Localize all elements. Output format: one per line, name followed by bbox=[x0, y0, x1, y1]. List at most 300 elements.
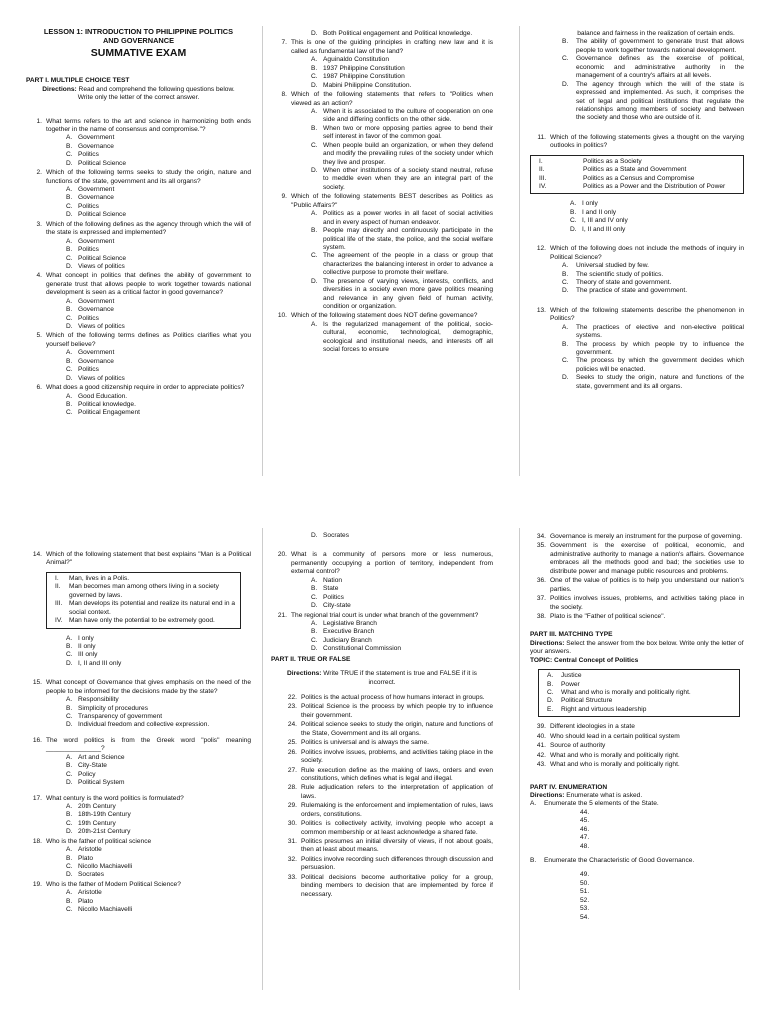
option-text: Politics bbox=[78, 202, 99, 210]
box-row bbox=[51, 617, 236, 625]
question bbox=[271, 838, 493, 855]
row-label: II. bbox=[55, 583, 61, 591]
option-letter: A. bbox=[311, 210, 318, 218]
spacer bbox=[26, 730, 251, 736]
answer-option bbox=[530, 81, 744, 123]
option-text: The process by which the government decides which policies will be enacted. bbox=[576, 357, 744, 373]
option-letter: A. bbox=[311, 56, 318, 64]
question-text: What concept in politics that defines the ability of government to generate trust that allows people to work together towards national development is seen as a critical factor in good governance? bbox=[46, 272, 251, 297]
question-text: Governance is merely an instrument for the purpose of governing. bbox=[550, 533, 743, 540]
answer-option bbox=[26, 143, 251, 151]
option-letter: A. bbox=[570, 200, 577, 208]
question-number: 1. bbox=[36, 117, 42, 125]
question-text: The word politics is from the Greek word "polis" meaning _______________? bbox=[46, 736, 251, 753]
option-letter: C. bbox=[66, 254, 73, 262]
option-letter: B. bbox=[562, 340, 569, 348]
directions: Directions: Read and comprehend the following questions below. Write only the letter of the correct answer. bbox=[42, 85, 235, 102]
item-letter: B. bbox=[530, 857, 537, 864]
row-text: Power bbox=[561, 680, 580, 688]
row-text: Political Structure bbox=[561, 697, 613, 705]
row-text: Right and virtuous leadership bbox=[561, 705, 647, 713]
question-text: Which of the following statement does NOT define governance? bbox=[291, 312, 478, 320]
option-text: Constitutional Commission bbox=[323, 645, 402, 653]
question-number: 25. bbox=[287, 739, 297, 747]
topic-label: TOPIC: Central Concept of Politics bbox=[530, 656, 639, 664]
question-number: 41. bbox=[536, 742, 546, 750]
question-text: Political decisions become authoritative policy for a group, binding members to decision that are implemented by force if necessary. bbox=[301, 873, 493, 898]
box-row bbox=[543, 689, 735, 697]
question-list bbox=[271, 551, 493, 653]
question-text: Which of the following statements gives a thought on the varying outlooks in politics? bbox=[550, 133, 744, 150]
question-list bbox=[26, 118, 251, 418]
row-label: E. bbox=[547, 705, 554, 713]
option-text: When other institutions of a society stand neutral, refuse to meddle even when they are an integral part of the society. bbox=[323, 167, 493, 191]
option-text: Governance bbox=[78, 357, 114, 365]
question-text: Politics is the actual process of how humans interact in groups. bbox=[301, 694, 485, 701]
option-letter: D. bbox=[311, 645, 318, 653]
row-text: Justice bbox=[561, 672, 582, 680]
question-text: Which of the following statements BEST describes as Politics as "Public Affairs?" bbox=[291, 193, 493, 209]
option-text: Government bbox=[78, 349, 115, 357]
box-row bbox=[51, 583, 236, 600]
option-letter: B. bbox=[562, 270, 569, 278]
option-text: Government bbox=[78, 186, 115, 193]
question-number: 17. bbox=[32, 794, 42, 802]
page2-column-1 bbox=[26, 550, 251, 915]
question-text: Politics involve issues, problems, and activities taking place in the society. bbox=[301, 748, 493, 765]
option-letter: D. bbox=[311, 532, 318, 539]
row-label: IV. bbox=[539, 183, 547, 190]
option-text: The process by which people try to influence the government. bbox=[576, 340, 744, 356]
statements-box bbox=[46, 572, 241, 629]
option-text: The presence of varying views, interests, conflicts, and diversities in a society even more gave politics meaning and relevance in any given field of human activity, condition or organization. bbox=[323, 277, 493, 310]
answer-option bbox=[26, 409, 251, 417]
row-label: IV. bbox=[55, 617, 63, 625]
matching-choices-box bbox=[538, 669, 740, 717]
option-text: Good Education. bbox=[78, 392, 128, 400]
row-label: C. bbox=[547, 689, 554, 696]
answer-option bbox=[26, 134, 251, 142]
option-letter: D. bbox=[311, 30, 318, 37]
option-text: The practice of state and government. bbox=[576, 287, 688, 295]
option-letter: B. bbox=[66, 306, 73, 314]
question bbox=[26, 551, 251, 568]
answer-line bbox=[530, 897, 744, 905]
row-text: Man, lives in a Polis. bbox=[69, 574, 130, 582]
question-text: Which of the following defines as the agency through which the will of the state is expressed and implemented? bbox=[46, 220, 251, 237]
option-letter: D. bbox=[66, 871, 73, 879]
answer-line bbox=[530, 888, 744, 896]
answer-option bbox=[26, 828, 251, 836]
row-text: What and who is morally and politically right. bbox=[561, 689, 691, 696]
option-text: Government bbox=[78, 237, 115, 245]
answer-option bbox=[26, 820, 251, 828]
question-text: This is one of the guiding principles in crafting new law and it is called as fundamental law of the land? bbox=[291, 39, 493, 55]
question-text: Different ideologies in a state bbox=[550, 723, 635, 731]
option-text: I and II only bbox=[582, 208, 617, 216]
option-letter: A. bbox=[311, 576, 318, 584]
option-text: Political knowledge. bbox=[78, 400, 136, 408]
question bbox=[271, 551, 493, 576]
option-text: Policy bbox=[78, 770, 96, 778]
answer-number: 54. bbox=[580, 913, 590, 921]
question-number: 24. bbox=[287, 721, 297, 729]
question-number: 13. bbox=[536, 306, 546, 314]
option-text: When people build an organization, or when they defend and modify the prevailing rules of the society under which they live and prosper. bbox=[323, 141, 493, 166]
box-row bbox=[51, 600, 236, 617]
option-text: Governance defines as the exercise of political, economic and administrative authority in the management of a country's affairs at all levels. bbox=[576, 55, 744, 80]
answer-option bbox=[26, 898, 251, 906]
option-letter: A. bbox=[66, 696, 73, 704]
question-text: What century is the word politics is formulated? bbox=[46, 794, 184, 802]
column-divider bbox=[519, 528, 520, 990]
option-text: When two or more opposing parties agree to bend their self interest in favor of the common goal. bbox=[323, 124, 493, 141]
option-text: Legislative Branch bbox=[323, 619, 377, 627]
question-text: Politics involve recording such differences through discussion and persuasion. bbox=[301, 855, 493, 872]
answer-number: 47. bbox=[580, 834, 590, 842]
answer-option bbox=[26, 306, 251, 314]
answer-option bbox=[271, 585, 493, 593]
answer-option bbox=[530, 226, 744, 234]
option-letter: D. bbox=[66, 828, 73, 836]
question bbox=[271, 874, 493, 899]
option-letter: C. bbox=[66, 770, 73, 778]
answer-option bbox=[271, 252, 493, 277]
question-number: 9. bbox=[281, 193, 287, 201]
option-text: Governance bbox=[78, 194, 114, 202]
question-number: 31. bbox=[287, 838, 297, 845]
option-letter: D. bbox=[66, 159, 73, 167]
option-text: Both Political engagement and Political knowledge. bbox=[323, 30, 473, 37]
row-text: Politics as a Society bbox=[583, 157, 642, 165]
option-text: The agency through which the will of the state is expressed and implemented. As such, it comprises the set of legal and political institutions that regulate the relationships among members of society and between the society and those who are outside of it. bbox=[576, 80, 744, 122]
option-letter: B. bbox=[66, 811, 73, 819]
option-text: Transparency of government bbox=[78, 713, 163, 720]
row-text: Man develops its potential and realize its natural end in a social context. bbox=[69, 600, 236, 616]
option-letter: A. bbox=[66, 634, 73, 642]
answer-option bbox=[271, 278, 493, 312]
option-letter: B. bbox=[311, 64, 318, 72]
question bbox=[26, 384, 251, 392]
answer-option bbox=[26, 811, 251, 819]
answer-option bbox=[26, 855, 251, 863]
option-letter: A. bbox=[562, 262, 569, 270]
answer-option bbox=[26, 315, 251, 323]
option-letter: B. bbox=[562, 38, 569, 46]
page1-column-2 bbox=[271, 30, 493, 355]
answer-option bbox=[26, 779, 251, 787]
answer-option bbox=[26, 696, 251, 704]
answer-option bbox=[271, 620, 493, 628]
option-text: Socrates bbox=[323, 532, 350, 539]
option-letter: C. bbox=[66, 409, 73, 417]
question bbox=[271, 820, 493, 837]
option-text: The scientific study of politics. bbox=[576, 270, 664, 278]
answer-line bbox=[530, 834, 744, 842]
answer-option bbox=[26, 713, 251, 721]
option-letter: B. bbox=[66, 854, 73, 862]
exam-title: SUMMATIVE EXAM bbox=[90, 46, 187, 59]
option-text: I, II and III only bbox=[582, 225, 626, 233]
option-text: Political Science bbox=[78, 254, 127, 262]
answer-option bbox=[271, 56, 493, 64]
question-number: 5. bbox=[36, 332, 42, 340]
answer-option bbox=[26, 771, 251, 779]
question-number: 26. bbox=[287, 748, 297, 756]
page1-column-1 bbox=[26, 28, 251, 418]
answer-option bbox=[271, 594, 493, 602]
option-text: I only bbox=[78, 634, 94, 642]
option-text: Universal studied by few. bbox=[576, 262, 649, 270]
question-text: Who should lead in a certain political system bbox=[550, 732, 680, 740]
statements-box bbox=[530, 155, 744, 195]
option-letter: D. bbox=[66, 323, 73, 330]
answer-number: 44. bbox=[580, 808, 590, 816]
answer-line bbox=[530, 905, 744, 913]
answer-option bbox=[26, 846, 251, 854]
question-number: 33. bbox=[287, 873, 297, 881]
option-letter: D. bbox=[66, 659, 73, 667]
question-list bbox=[26, 679, 251, 914]
question-number: 22. bbox=[287, 694, 297, 701]
enumeration-item bbox=[530, 857, 744, 865]
question bbox=[271, 767, 493, 784]
answer-option bbox=[530, 209, 744, 217]
question-number: 6. bbox=[36, 384, 42, 392]
question bbox=[530, 542, 744, 576]
answer-option bbox=[26, 635, 251, 643]
question bbox=[26, 272, 251, 297]
option-text: 1937 Philippine Constitution bbox=[323, 64, 405, 72]
option-letter: B. bbox=[311, 628, 318, 636]
answer-option bbox=[26, 401, 251, 409]
question bbox=[26, 795, 251, 803]
answer-option bbox=[26, 298, 251, 306]
true-false-list bbox=[271, 694, 493, 899]
option-text: Views of politics bbox=[78, 323, 125, 330]
row-label: III. bbox=[55, 600, 63, 608]
question-text: Which of the following statement that best explains "Man is a Political Animal?" bbox=[46, 551, 251, 567]
box-row bbox=[543, 706, 735, 714]
option-text: Government bbox=[78, 297, 115, 305]
option-text: Aristotle bbox=[78, 889, 102, 897]
answer-option bbox=[26, 762, 251, 770]
question-number: 19. bbox=[32, 880, 42, 888]
row-text: Politics as a Census and Compromise bbox=[583, 174, 695, 182]
option-letter: C. bbox=[311, 73, 318, 81]
box-row bbox=[535, 175, 739, 183]
answer-option bbox=[530, 38, 744, 55]
answer-number: 49. bbox=[580, 871, 590, 879]
answer-option bbox=[530, 271, 744, 279]
answer-line bbox=[530, 809, 744, 817]
part-4-heading: PART IV. ENUMERATION bbox=[530, 783, 608, 791]
question-text: What is a community of persons more or less numerous, permanently occupying a portion of territory, independent from external control? bbox=[291, 551, 493, 576]
page1-column-3 bbox=[530, 30, 744, 391]
answer-option bbox=[26, 151, 251, 159]
question-text: Who is the father of political science bbox=[46, 837, 152, 845]
row-label: A. bbox=[547, 672, 554, 680]
answer-option bbox=[26, 643, 251, 651]
question bbox=[271, 802, 493, 819]
answer-option bbox=[530, 374, 744, 391]
answer-option bbox=[271, 210, 493, 227]
answer-option bbox=[271, 108, 493, 125]
question-number: 12. bbox=[536, 245, 546, 253]
answer-line bbox=[530, 880, 744, 888]
question-text: Political Science is the process by which people try to influence their government. bbox=[301, 703, 493, 719]
option-text: Governance bbox=[78, 306, 114, 314]
question bbox=[530, 733, 744, 741]
question-text: Which of the following statements describe the phenomenon in Politics? bbox=[550, 306, 744, 323]
option-text: Aristotle bbox=[78, 846, 102, 854]
page-2 bbox=[0, 512, 768, 1024]
question-number: 21. bbox=[277, 611, 287, 619]
option-letter: B. bbox=[66, 704, 73, 712]
answer-option bbox=[26, 375, 251, 383]
question-number: 43. bbox=[536, 761, 546, 769]
option-letter: C. bbox=[311, 141, 318, 149]
answer-option bbox=[26, 263, 251, 271]
box-row bbox=[535, 166, 739, 174]
answer-option bbox=[26, 803, 251, 811]
option-letter: B. bbox=[66, 194, 73, 202]
question bbox=[271, 703, 493, 720]
option-text: Political System bbox=[78, 779, 125, 787]
answer-option bbox=[530, 324, 744, 341]
option-letter: C. bbox=[66, 819, 73, 827]
answer-option bbox=[530, 341, 744, 358]
question-number: 23. bbox=[287, 703, 297, 711]
answer-option bbox=[271, 577, 493, 585]
question-text: Politics is collectively activity, involving people who accept a common membership or at least acknowledge a shared fate. bbox=[301, 820, 493, 836]
option-text: Politics bbox=[323, 593, 344, 601]
question-text: What concept of Governance that gives emphasis on the need of the people to be informed for the decisions made by the state? bbox=[46, 679, 251, 695]
row-text: Politics as a Power and the Distribution of Power bbox=[583, 183, 726, 190]
question-number: 30. bbox=[287, 820, 297, 828]
option-text: Is the regularized management of the political, socio-cultural, economic, technological, demographic, ecological and institutional needs, and interests off all social forces to ensure bbox=[323, 320, 493, 354]
row-text: Man becomes man among others living in a society governed by laws. bbox=[69, 583, 219, 599]
question bbox=[271, 739, 493, 747]
spacer bbox=[26, 788, 251, 794]
question-number: 3. bbox=[36, 220, 42, 228]
option-text: People may directly and continuously participate in the political life of the state, the police, and the social welfare system. bbox=[323, 227, 493, 251]
question bbox=[530, 742, 744, 750]
question-text: What does a good citizenship require in order to appreciate politics? bbox=[46, 384, 245, 392]
question-text: Government is the exercise of political, economic, and administrative authority to manage a nation's affairs. Governance embraces all the methods good and bad; the societies use to distribute power and manage public resources and problems. bbox=[550, 542, 744, 575]
answer-number: 46. bbox=[580, 825, 590, 833]
option-letter: B. bbox=[66, 762, 73, 770]
question-number: 39. bbox=[536, 723, 546, 731]
option-letter: C. bbox=[66, 906, 73, 914]
answer-option bbox=[530, 287, 744, 295]
option-letter: C. bbox=[66, 713, 73, 720]
option-text: The ability of government to generate trust that allows people to work together towards national development. bbox=[576, 38, 744, 54]
option-text: Nation bbox=[323, 576, 343, 584]
option-letter: B. bbox=[66, 246, 73, 254]
question-text: What and who is morally and politically right. bbox=[550, 751, 680, 759]
question-text: Political science seeks to study the origin, nature and functions of the State, Government and its all organs. bbox=[301, 721, 493, 737]
box-row bbox=[51, 575, 236, 583]
answer-option bbox=[26, 651, 251, 659]
row-label: III. bbox=[539, 174, 547, 182]
answer-option bbox=[26, 871, 251, 879]
answer-option bbox=[271, 82, 493, 90]
question-number: 38. bbox=[536, 612, 546, 620]
option-letter: A. bbox=[66, 349, 73, 357]
column-divider bbox=[519, 26, 520, 476]
answer-option bbox=[530, 55, 744, 80]
option-letter: C. bbox=[66, 151, 73, 159]
answer-option bbox=[271, 602, 493, 610]
option-text: The practices of elective and non-elective political systems. bbox=[576, 323, 744, 340]
question-number: 14. bbox=[32, 551, 42, 558]
option-text: Individual freedom and collective expression. bbox=[78, 721, 210, 729]
option-letter: A. bbox=[311, 320, 318, 328]
option-text: Politics bbox=[78, 366, 99, 374]
part-3-directions: Directions: Select the answer from the box below. Write only the letter of your answers. bbox=[530, 639, 744, 656]
answer-option bbox=[26, 323, 251, 331]
question-list bbox=[271, 39, 493, 354]
answer-option bbox=[271, 227, 493, 252]
option-text: Theory of state and government. bbox=[576, 278, 672, 286]
option-letter: A. bbox=[311, 107, 318, 115]
question bbox=[26, 737, 251, 754]
option-letter: B. bbox=[66, 897, 73, 905]
question-number: 7. bbox=[281, 39, 287, 47]
answer-option bbox=[530, 357, 744, 374]
question-text: Source of authority bbox=[550, 742, 606, 750]
question-number: 40. bbox=[536, 732, 546, 740]
item-text: Enumerate the Characteristic of Good Governance. bbox=[544, 857, 695, 864]
option-letter: C. bbox=[562, 278, 569, 286]
option-text: Socrates bbox=[78, 871, 105, 879]
question bbox=[271, 91, 493, 108]
answer-option bbox=[530, 217, 744, 225]
answer-line bbox=[530, 826, 744, 834]
question bbox=[530, 752, 744, 760]
question bbox=[26, 881, 251, 889]
answer-option bbox=[530, 279, 744, 287]
question bbox=[26, 118, 251, 135]
continued-text: balance and fairness in the realization of certain ends. bbox=[577, 30, 735, 37]
question-text: Politics is universal and is always the same. bbox=[301, 739, 429, 747]
box-row bbox=[543, 697, 735, 705]
answer-option bbox=[271, 30, 493, 38]
question bbox=[530, 577, 744, 594]
option-letter: D. bbox=[311, 602, 318, 610]
question-number: 42. bbox=[536, 751, 546, 759]
answer-option bbox=[530, 200, 744, 208]
option-letter: C. bbox=[66, 651, 73, 659]
question-text: Rule execution define as the making of laws, orders and even constitutions, which defines what is legal and illegal. bbox=[301, 766, 493, 782]
option-letter: C. bbox=[562, 357, 569, 365]
option-text: I, III and IV only bbox=[582, 217, 628, 225]
box-row bbox=[543, 672, 735, 680]
option-letter: B. bbox=[66, 142, 73, 150]
question-number: 18. bbox=[32, 837, 42, 845]
question-text: Politics involves issues, problems, and activities taking place in the society. bbox=[550, 595, 744, 611]
option-letter: A. bbox=[66, 846, 73, 854]
option-text: Politics bbox=[78, 246, 99, 254]
option-text: I only bbox=[582, 200, 598, 208]
question-number: 15. bbox=[32, 679, 42, 687]
box-row bbox=[543, 681, 735, 689]
option-letter: D. bbox=[562, 374, 569, 382]
option-letter: A. bbox=[66, 134, 73, 142]
option-letter: B. bbox=[311, 227, 318, 235]
option-letter: D. bbox=[66, 779, 73, 787]
